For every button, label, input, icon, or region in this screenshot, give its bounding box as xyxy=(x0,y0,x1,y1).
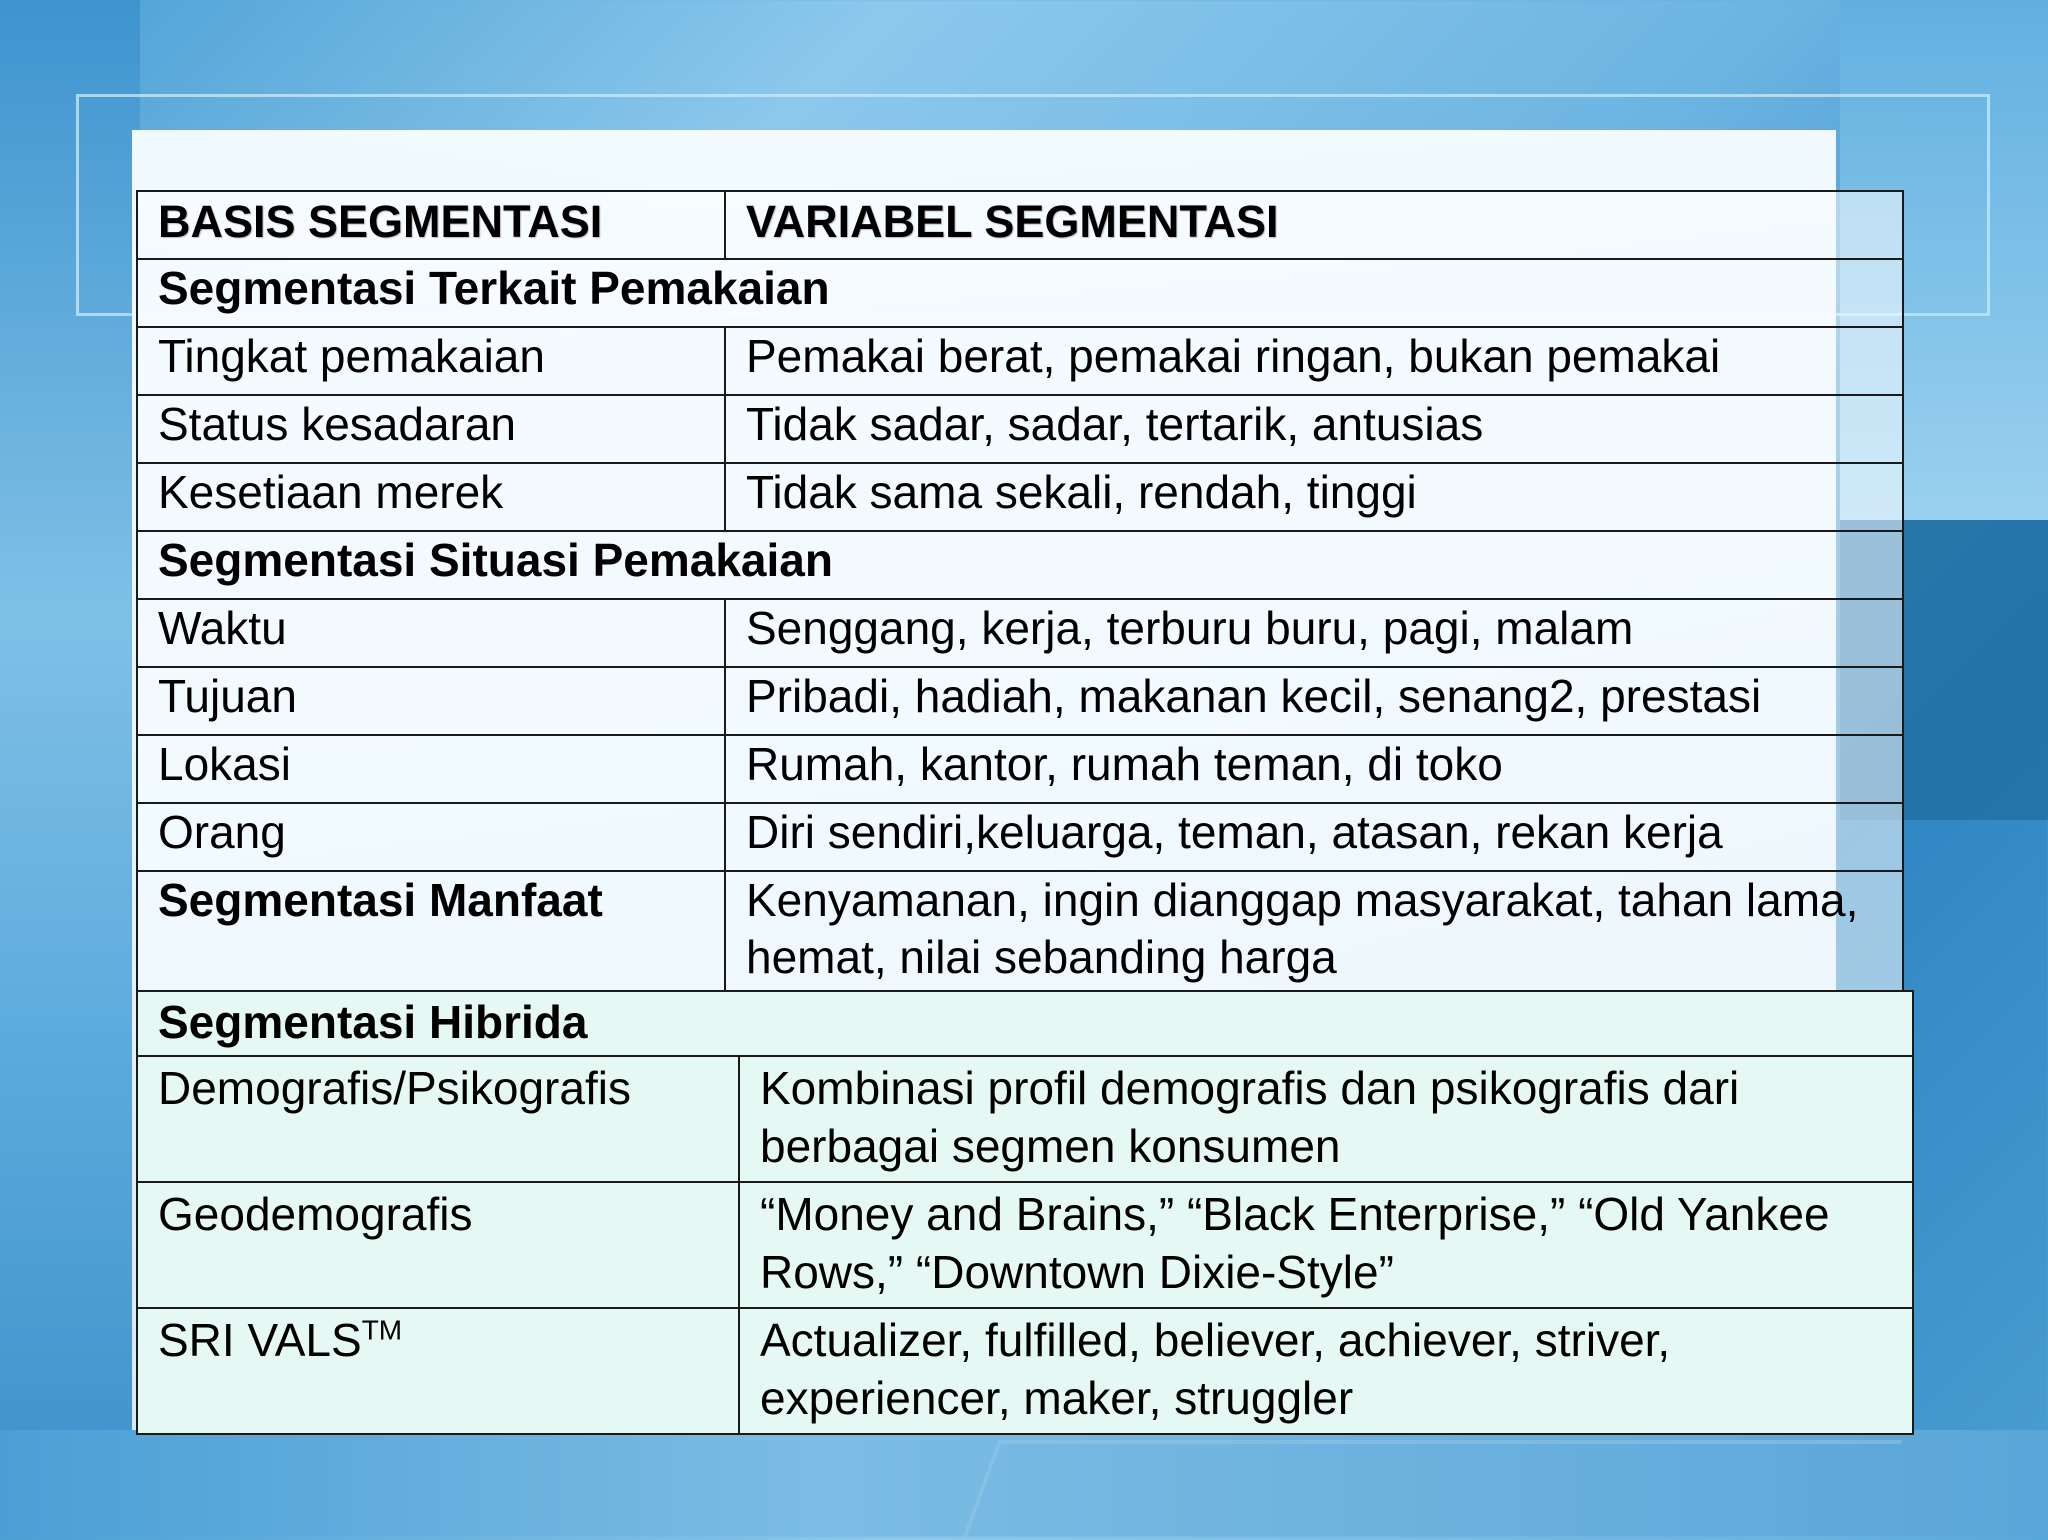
basis-cell: Demografis/Psikografis xyxy=(137,1056,739,1182)
section-row xyxy=(137,531,1903,599)
table-row xyxy=(137,395,1903,463)
variabel-cell: Diri sendiri,keluarga, teman, atasan, rekan kerja xyxy=(725,803,1903,871)
segmentation-table-upper xyxy=(136,190,1904,995)
basis-cell: Geodemografis xyxy=(137,1182,739,1308)
basis-cell: Tujuan xyxy=(137,667,725,735)
trademark-superscript: TM xyxy=(361,1314,403,1346)
table-row xyxy=(137,327,1903,395)
section-title: Segmentasi Terkait Pemakaian xyxy=(137,259,1903,327)
table-row xyxy=(137,463,1903,531)
variabel-cell: Senggang, kerja, terburu buru, pagi, malam xyxy=(725,599,1903,667)
table-row xyxy=(137,1308,1913,1434)
section-title: Segmentasi Hibrida xyxy=(137,991,1913,1056)
section-title: Segmentasi Situasi Pemakaian xyxy=(137,531,1903,599)
header-basis: BASIS SEGMENTASI xyxy=(137,191,725,259)
table-row xyxy=(137,803,1903,871)
variabel-cell: Kombinasi profil demografis dan psikografis dari berbagai segmen konsumen xyxy=(739,1056,1913,1182)
variabel-cell: Rumah, kantor, rumah teman, di toko xyxy=(725,735,1903,803)
variabel-cell: Kenyamanan, ingin dianggap masyarakat, tahan lama, hemat, nilai sebanding harga xyxy=(725,871,1903,994)
basis-cell xyxy=(137,1308,739,1434)
table-row xyxy=(137,1056,1913,1182)
decorative-keyboard-lines xyxy=(962,1440,1902,1540)
table-row xyxy=(137,599,1903,667)
variabel-cell: Pemakai berat, pemakai ringan, bukan pemakai xyxy=(725,327,1903,395)
variabel-cell: Actualizer, fulfilled, believer, achiever, striver, experiencer, maker, struggler xyxy=(739,1308,1913,1434)
basis-cell: Status kesadaran xyxy=(137,395,725,463)
basis-cell: Waktu xyxy=(137,599,725,667)
table-row xyxy=(137,735,1903,803)
variabel-cell: Tidak sadar, sadar, tertarik, antusias xyxy=(725,395,1903,463)
table-header-row xyxy=(137,191,1903,259)
variabel-cell: Pribadi, hadiah, makanan kecil, senang2, prestasi xyxy=(725,667,1903,735)
header-variabel: VARIABEL SEGMENTASI xyxy=(725,191,1903,259)
table-row xyxy=(137,1182,1913,1308)
segmentation-table-lower xyxy=(136,990,1914,1435)
basis-cell: Orang xyxy=(137,803,725,871)
basis-cell: Kesetiaan merek xyxy=(137,463,725,531)
section-row xyxy=(137,991,1913,1056)
table-row xyxy=(137,667,1903,735)
variabel-cell: Tidak sama sekali, rendah, tinggi xyxy=(725,463,1903,531)
basis-cell: Lokasi xyxy=(137,735,725,803)
section-row xyxy=(137,259,1903,327)
variabel-cell: “Money and Brains,” “Black Enterprise,” “Old Yankee Rows,” “Downtown Dixie-Style” xyxy=(739,1182,1913,1308)
basis-cell: Tingkat pemakaian xyxy=(137,327,725,395)
basis-text: SRI VALS xyxy=(158,1314,362,1366)
section-title: Segmentasi Manfaat xyxy=(137,871,725,994)
table-row xyxy=(137,871,1903,994)
